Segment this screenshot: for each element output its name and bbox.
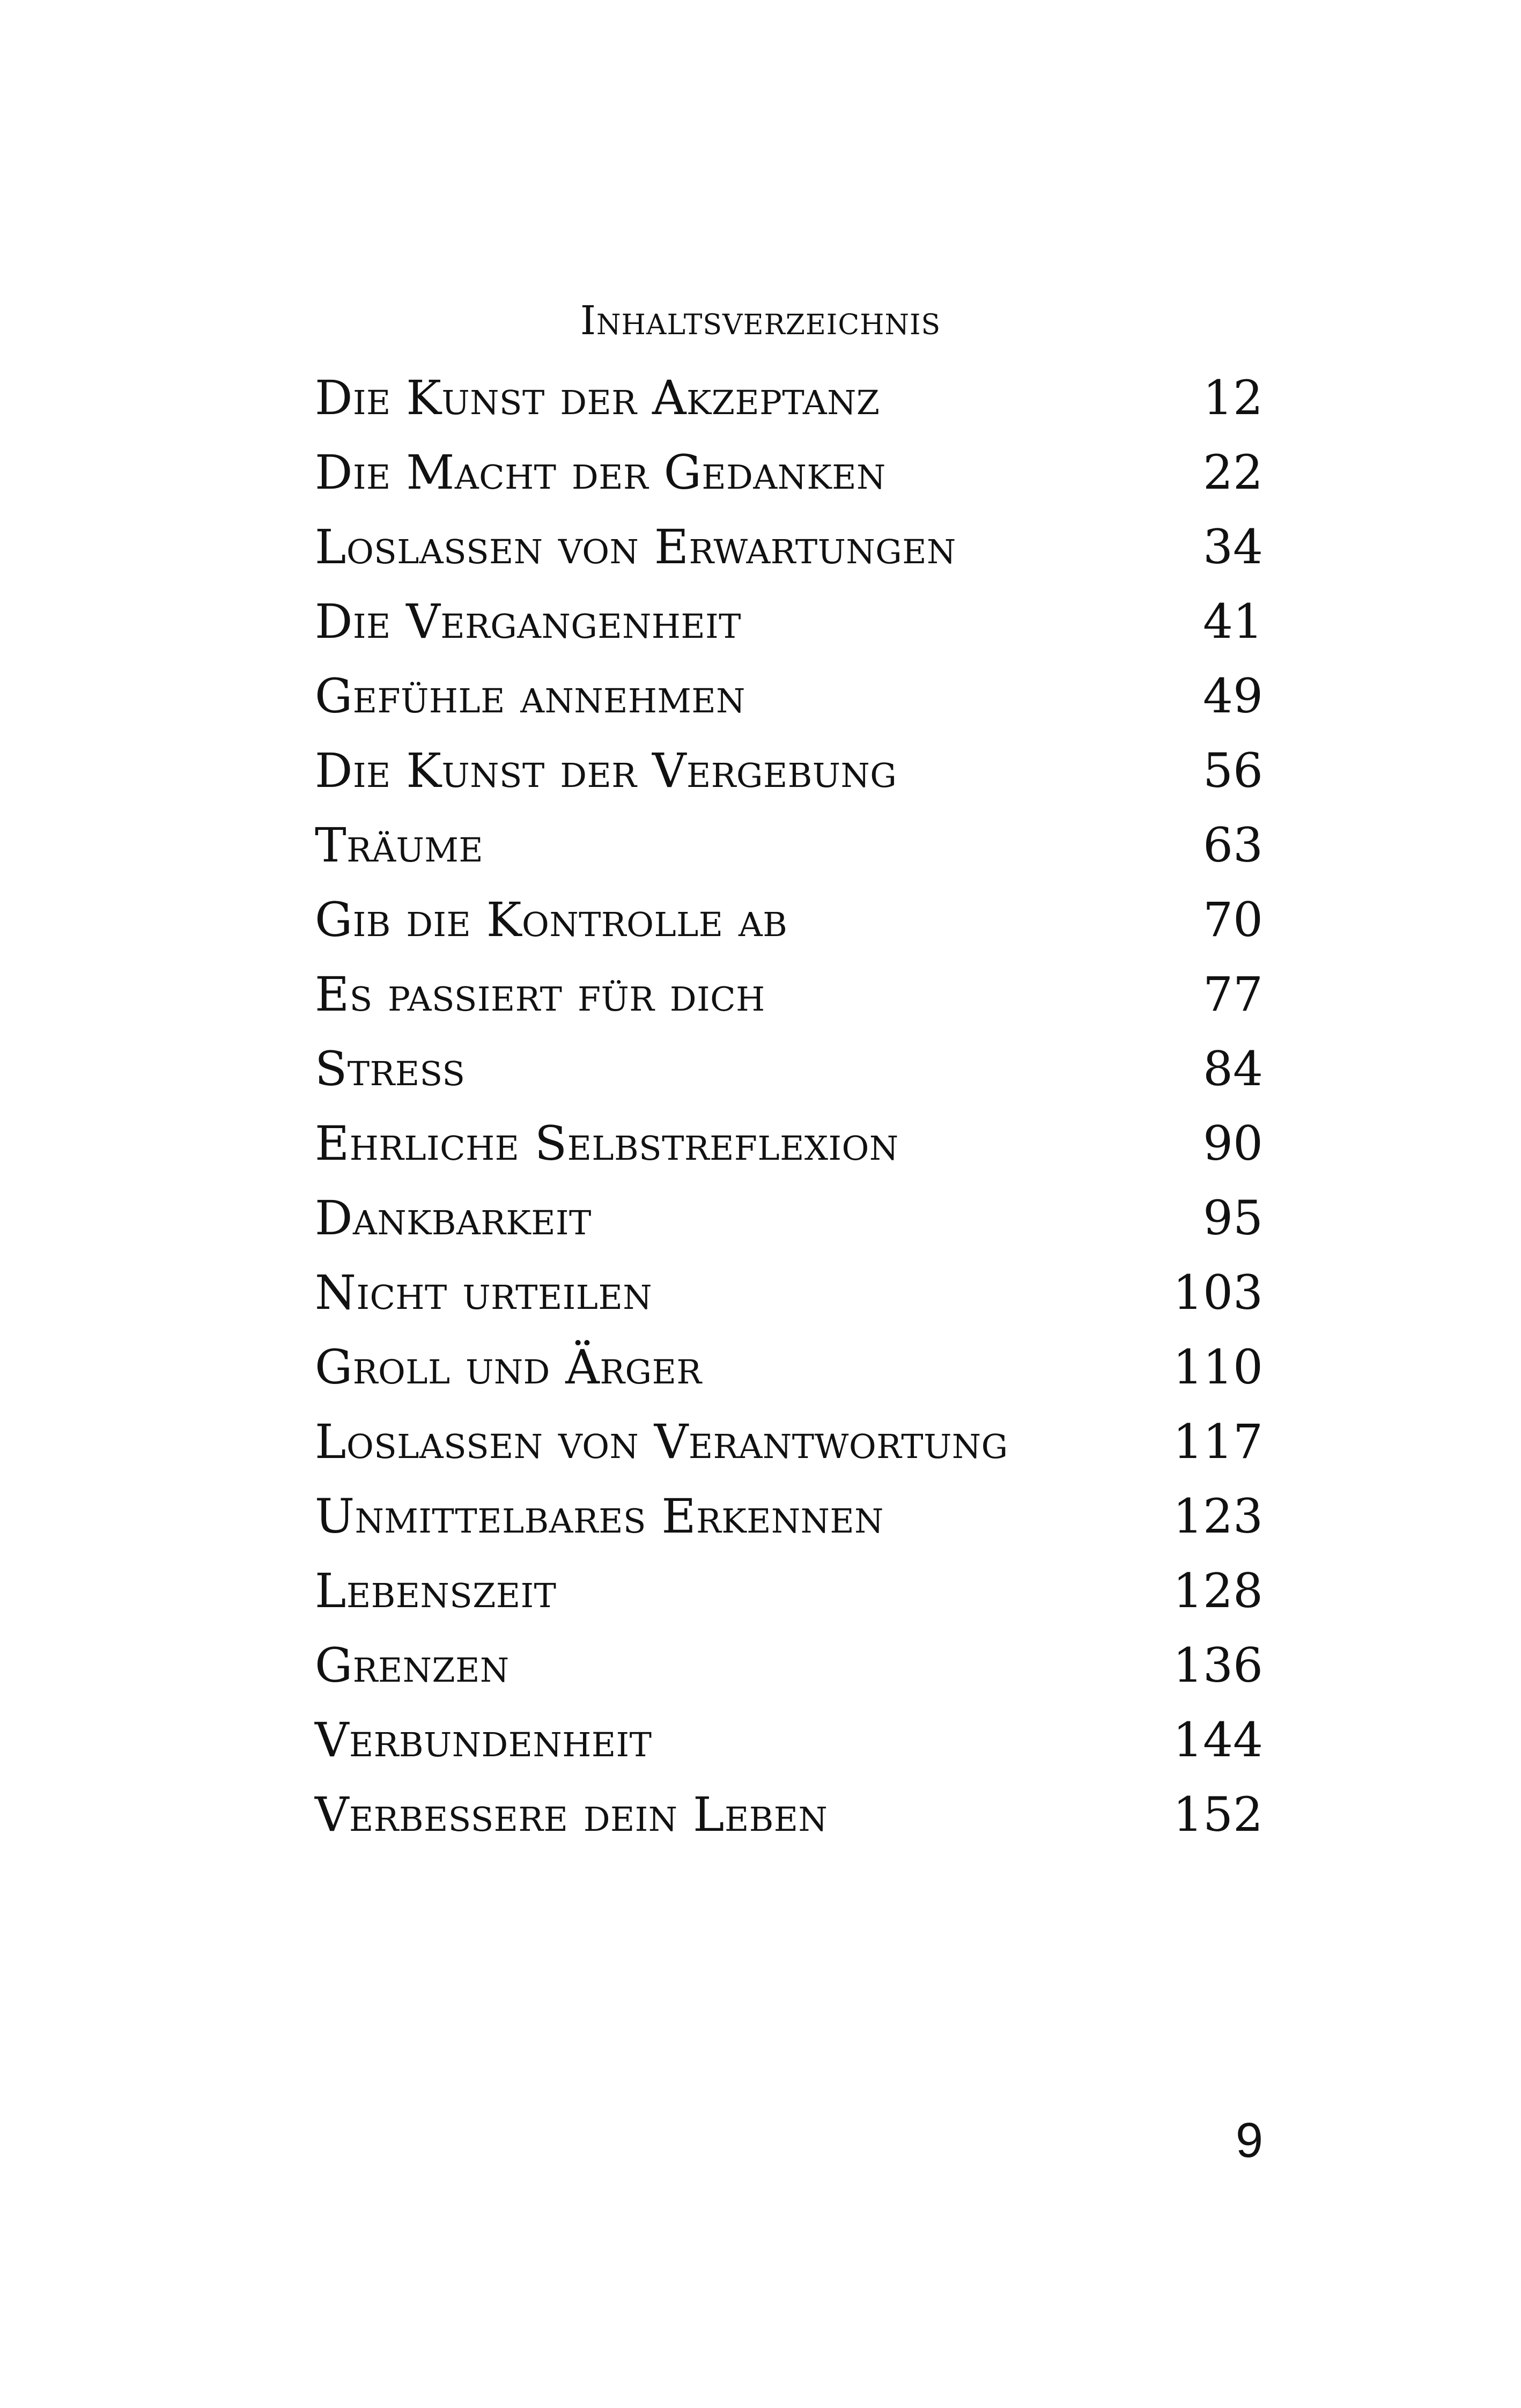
toc-entry[interactable] xyxy=(315,445,1263,519)
toc-entry-title: Loslassen von Verantwortung xyxy=(315,1414,1008,1469)
toc-entry-title: Ehrliche Selbstreflexion xyxy=(315,1116,899,1171)
toc-entry-page: 123 xyxy=(1173,1489,1263,1544)
toc-entry-title: Die Macht der Gedanken xyxy=(315,445,886,500)
toc-entry-page: 63 xyxy=(1203,818,1263,873)
toc-entry[interactable] xyxy=(315,1489,1263,1563)
toc-entry-page: 22 xyxy=(1203,445,1263,500)
toc-entry[interactable] xyxy=(315,892,1263,967)
toc-entry-title: Stress xyxy=(315,1041,466,1096)
toc-entry-title: Loslassen von Erwartungen xyxy=(315,519,956,575)
toc-entry[interactable] xyxy=(315,1190,1263,1265)
toc-entry[interactable] xyxy=(315,370,1263,445)
toc-entry-title: Verbessere dein Leben xyxy=(315,1787,828,1842)
toc-entry-page: 90 xyxy=(1203,1116,1263,1171)
toc-entry-page: 84 xyxy=(1203,1041,1263,1096)
toc-entry[interactable] xyxy=(315,1116,1263,1190)
toc-list xyxy=(315,370,1263,1861)
toc-entry[interactable] xyxy=(315,519,1263,594)
page-number: 9 xyxy=(1235,2113,1263,2168)
toc-entry-page: 136 xyxy=(1173,1638,1263,1693)
toc-entry[interactable] xyxy=(315,1638,1263,1712)
toc-entry-page: 12 xyxy=(1203,370,1263,425)
toc-heading: Inhaltsverzeichnis xyxy=(580,298,941,344)
toc-entry[interactable] xyxy=(315,967,1263,1041)
toc-entry-page: 110 xyxy=(1173,1339,1263,1395)
toc-entry-page: 77 xyxy=(1203,967,1263,1022)
toc-entry-page: 34 xyxy=(1203,519,1263,575)
toc-entry[interactable] xyxy=(315,1787,1263,1861)
toc-entry[interactable] xyxy=(315,1712,1263,1787)
toc-entry-page: 152 xyxy=(1173,1787,1263,1842)
toc-entry-title: Die Vergangenheit xyxy=(315,594,742,649)
toc-entry[interactable] xyxy=(315,668,1263,743)
toc-entry[interactable] xyxy=(315,1339,1263,1414)
toc-entry-title: Gib die Kontrolle ab xyxy=(315,892,788,947)
toc-entry-title: Träume xyxy=(315,818,484,873)
toc-entry-title: Unmittelbares Erkennen xyxy=(315,1489,884,1544)
toc-entry-page: 70 xyxy=(1203,892,1263,947)
toc-entry-page: 144 xyxy=(1173,1712,1263,1768)
toc-entry-title: Grenzen xyxy=(315,1638,510,1693)
toc-entry-title: Nicht urteilen xyxy=(315,1265,652,1320)
toc-entry[interactable] xyxy=(315,818,1263,892)
toc-entry[interactable] xyxy=(315,594,1263,668)
toc-entry-title: Verbundenheit xyxy=(315,1712,652,1768)
toc-entry[interactable] xyxy=(315,1563,1263,1638)
toc-entry-page: 128 xyxy=(1173,1563,1263,1618)
toc-entry-page: 41 xyxy=(1203,594,1263,649)
toc-entry-page: 117 xyxy=(1173,1414,1263,1469)
toc-entry[interactable] xyxy=(315,743,1263,818)
toc-entry-page: 103 xyxy=(1173,1265,1263,1320)
toc-entry-page: 49 xyxy=(1203,668,1263,724)
toc-entry-title: Die Kunst der Akzeptanz xyxy=(315,370,880,425)
toc-entry[interactable] xyxy=(315,1414,1263,1489)
toc-entry-title: Es passiert für dich xyxy=(315,967,765,1022)
toc-entry-title: Gefühle annehmen xyxy=(315,668,745,724)
toc-entry-title: Lebenszeit xyxy=(315,1563,557,1618)
toc-entry[interactable] xyxy=(315,1041,1263,1116)
toc-entry-page: 56 xyxy=(1203,743,1263,798)
toc-entry-title: Dankbarkeit xyxy=(315,1190,592,1246)
toc-entry-title: Groll und Ärger xyxy=(315,1339,702,1395)
toc-entry[interactable] xyxy=(315,1265,1263,1339)
toc-entry-title: Die Kunst der Vergebung xyxy=(315,743,897,798)
toc-entry-page: 95 xyxy=(1203,1190,1263,1246)
